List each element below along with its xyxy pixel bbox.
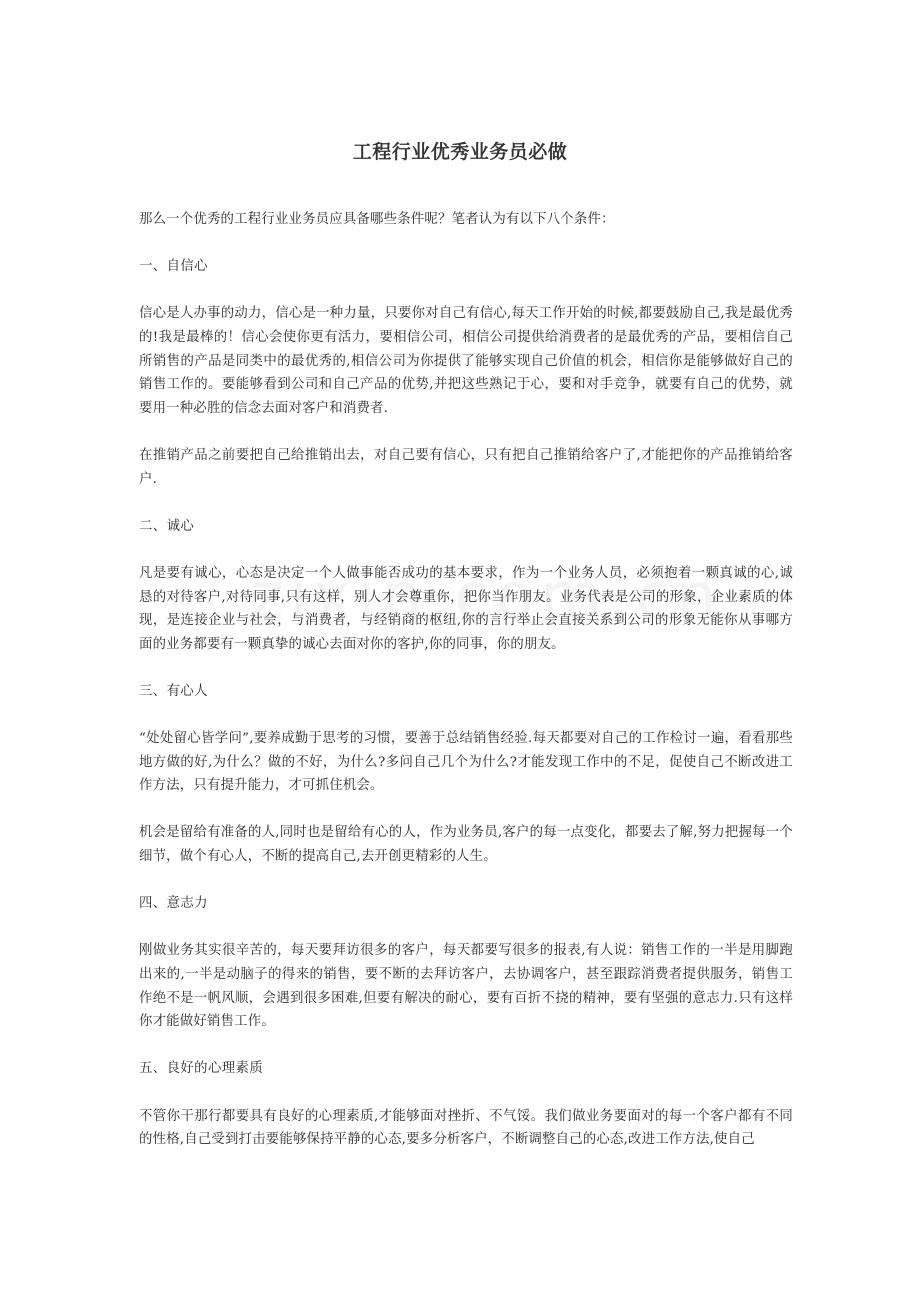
section-heading: 五、良好的心理素质 [139, 1061, 264, 1077]
section-paragraph: “处处留心皆学问”,要养成勤于思考的习惯，要善于总结销售经验.每天都要对自己的工作检讨一遍，看看那些地方做的好,为什么？做的不好，为什么?多问自己几个为什么?才能发现工作中的不足，促使自己不断改进工作方法，只有提升能力，才可抓住机会。 [139, 731, 793, 794]
section-heading: 二、诚心 [139, 518, 195, 534]
section-paragraph: 凡是要有诚心，心态是决定一个人做事能否成功的基本要求，作为一个业务人员，必须抱着一颗真诚的心,诚恳的对待客户,对待同事,只有这样，别人才会尊重你，把你当作朋友。业务代表是公司的形象，企业素质的体现，是连接企业与社会，与消费者，与经销商的枢纽,你的言行举止会直接关系到公司的形象无能你从事哪方面的业务都要有一颗真挚的诚心去面对你的客护,你的同事，你的朋友。 [139, 565, 793, 652]
section-heading: 三、有心人 [139, 683, 208, 699]
document-title: 工程行业优秀业务员必做 [352, 140, 568, 163]
intro-paragraph: 那么一个优秀的工程行业业务员应具备哪些条件呢？笔者认为有以下八个条件： [139, 212, 615, 227]
document-body [139, 208, 793, 1152]
section-paragraph: 在推销产品之前要把自己给推销出去，对自己要有信心，只有把自己推销给客户了,才能把你的产品推销给客户. [139, 447, 793, 487]
section-paragraph: 机会是留给有准备的人,同时也是留给有心的人，作为业务员,客户的每一点变化，都要去了解,努力把握每一个细节，做个有心人，不断的提高自己,去开创更精彩的人生。 [139, 825, 793, 865]
section-heading: 四、意志力 [139, 896, 208, 912]
section-heading: 一、自信心 [139, 259, 208, 275]
section-paragraph: 刚做业务其实很辛苦的，每天要拜访很多的客户，每天都要写很多的报表,有人说：销售工作的一半是用脚跑出来的,一半是动脑子的得来的销售，要不断的去拜访客户，去协调客户，甚至跟踪消费者提供服务，销售工作绝不是一帆风顺，会遇到很多困难,但要有解决的耐心，要有百折不挠的精神，要有坚强的意志力.只有这样你才能做好销售工作。 [139, 943, 793, 1030]
section-paragraph: 信心是人办事的动力，信心是一种力量，只要你对自己有信心,每天工作开始的时候,都要鼓励自己,我是最优秀的!我是最棒的！信心会使你更有活力，要相信公司，相信公司提供给消费者的是最优秀的产品，要相信自己所销售的产品是同类中的最优秀的,相信公司为你提供了能够实现自己价值的机会，相信你是能够做好自己的销售工作的。要能够看到公司和自己产品的优势,并把这些熟记于心，要和对手竞争，就要有自己的优势，就要用一种必胜的信念去面对客户和消费者. [139, 306, 793, 416]
section-paragraph: 不管你干那行都要具有良好的心理素质,才能够面对挫折、不气馁。我们做业务要面对的每一个客户都有不同的性格,自己受到打击要能够保持平静的心态,要多分析客户，不断调整自己的心态,改进工作方法,使自己 [139, 1108, 793, 1148]
